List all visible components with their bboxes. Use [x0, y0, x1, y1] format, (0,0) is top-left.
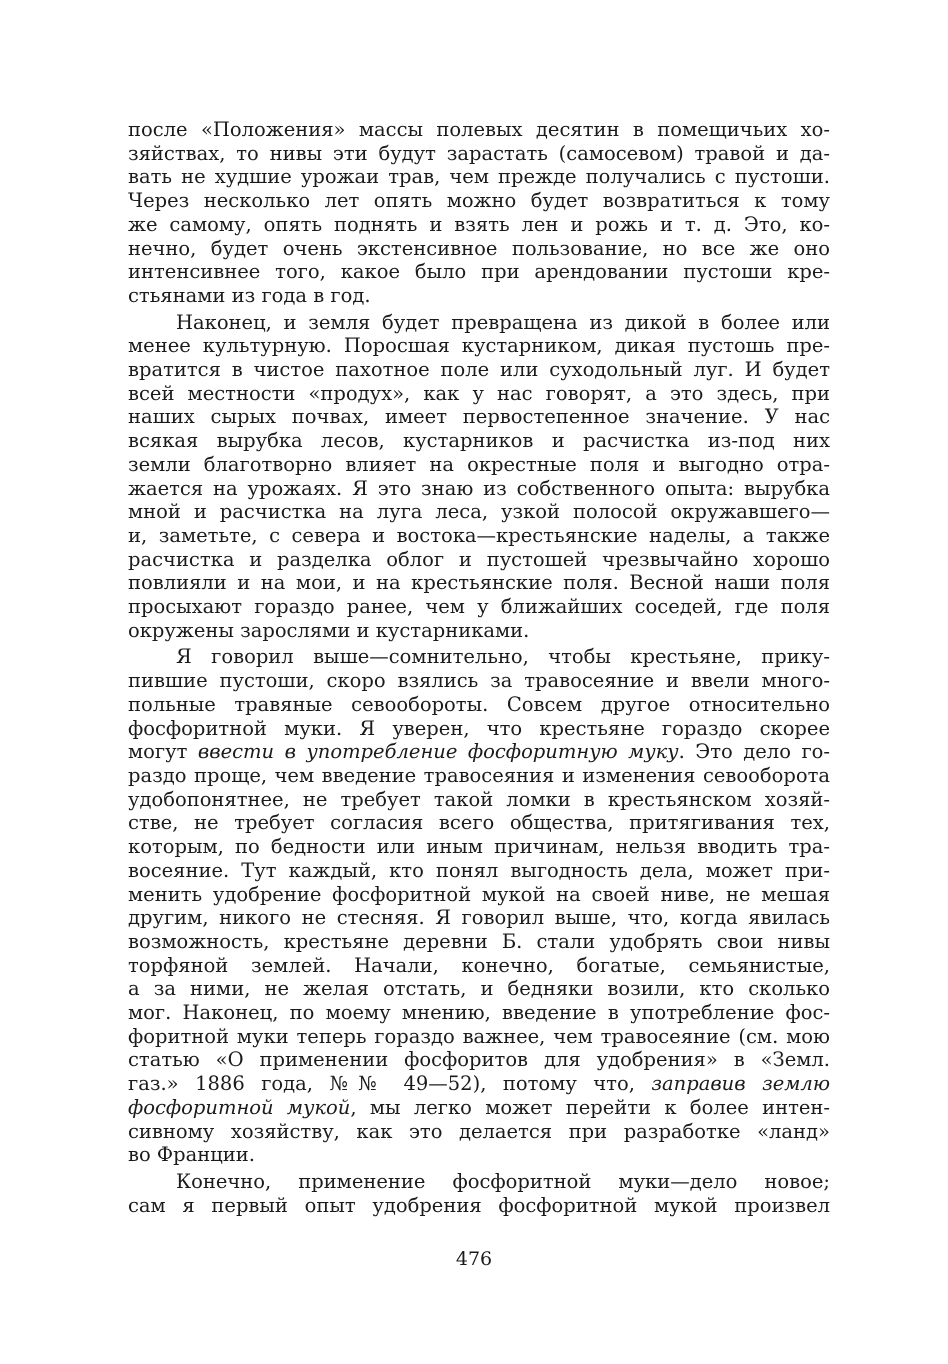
text-line: повлияли и на мои, и на крестьянские поля. Весной наши поля: [128, 571, 830, 595]
paragraph: [128, 311, 830, 643]
text-line: всей местности «продух», как у нас говорят, а это здесь, при: [128, 381, 830, 405]
text-line: расчистка и разделка облог и пустошей чрезвычайно хорошо: [128, 547, 830, 571]
text-line: сивному хозяйству, как это делается при разработке «ланд»: [128, 1119, 830, 1143]
text-line: просыхают гораздо ранее, чем у ближайших соседей, где поля: [128, 595, 830, 619]
text-line: вратится в чистое пахотное поле или суходольный луг. И будет: [128, 358, 830, 382]
text-line: жается на урожаях. Я это знаю из собственного опыта: вырубка: [128, 476, 830, 500]
text-line: торфяной землей. Начали, конечно, богатые, семьянистые,: [128, 953, 830, 977]
text-line: наших сырых почвах, имеет первостепенное значение. У нас: [128, 405, 830, 429]
italic-emphasis: фосфоритной мукой: [128, 1095, 351, 1119]
text-line: статью «О применении фосфоритов для удобрения» в «Земл.: [128, 1048, 830, 1072]
text-line: фосфоритной мукой, мы легко может перейти к более интен-: [128, 1095, 830, 1119]
text-line: вать не худшие урожаи трав, чем прежде получались с пустоши.: [128, 165, 830, 189]
text-line: всякая вырубка лесов, кустарников и расчистка из-под них: [128, 429, 830, 453]
text-line: интенсивнее того, какое было при арендовании пустоши кре-: [128, 260, 830, 284]
paragraph: [128, 1170, 830, 1217]
text-line: возможность, крестьяне деревни Б. стали удобрять свои нивы: [128, 929, 830, 953]
text-line: зяйствах, то нивы эти будут зарастать (самосевом) травой и да-: [128, 141, 830, 165]
text-line: стве, не требует согласия всего общества, притягивания тех,: [128, 811, 830, 835]
text-line: восеяние. Тут каждый, кто понял выгодность дела, может при-: [128, 858, 830, 882]
text-line: фосфоритной муки. Я уверен, что крестьяне гораздо скорее: [128, 716, 830, 740]
text-line: сам я первый опыт удобрения фосфоритной мукой произвел: [128, 1193, 830, 1217]
text-line: Наконец, и земля будет превращена из дикой в более или: [176, 310, 830, 334]
text-line: раздо проще, чем введение травосеяния и изменения севооборота: [128, 763, 830, 787]
text-line: Я говорил выше—сомнительно, чтобы крестьяне, прику-: [176, 645, 830, 669]
text-line: же самому, опять поднять и взять лен и рожь и т. д. Это, ко-: [128, 212, 830, 236]
text-line: после «Положения» массы полевых десятин в помещичьих хо-: [128, 118, 830, 141]
text-line: могут ввести в употребление фосфоритную муку. Это дело го-: [128, 740, 830, 764]
text-line: а за ними, не желая отстать, и бедняки возили, кто сколько: [128, 977, 830, 1001]
text-line: пившие пустоши, скоро взялись за травосеяние и ввели много-: [128, 669, 830, 693]
paragraph: [128, 645, 830, 1166]
text-line: стьянами из года в год.: [128, 283, 371, 307]
text-line: мог. Наконец, по моему мнению, введение в употребление фос-: [128, 1001, 830, 1025]
text-line: нечно, будет очень экстенсивное пользование, но все же оно: [128, 236, 830, 260]
text-line: Через несколько лет опять можно будет возвратиться к тому: [128, 189, 830, 213]
page-number: 476: [455, 1248, 493, 1270]
text-line: удобопонятнее, не требует такой ломки в крестьянском хозяй-: [128, 787, 830, 811]
text-line: во Франции.: [128, 1143, 255, 1167]
text-line: менить удобрение фосфоритной мукой на своей ниве, не мешая: [128, 882, 830, 906]
text-line: другим, никого не стесняя. Я говорил выше, что, когда явилась: [128, 906, 830, 930]
text-line: и, заметьте, с севера и востока—крестьянские наделы, а также: [128, 523, 830, 547]
text-line: мной и расчистка на луга леса, узкой полосой окружавшего—: [128, 500, 830, 524]
text-line: форитной муки теперь гораздо важнее, чем травосеяние (см. мою: [128, 1024, 830, 1048]
paragraph: [128, 118, 830, 308]
text-line: газ.» 1886 года, №№ 49—52), потому что, заправив землю: [128, 1072, 830, 1096]
text-line: польные травяные севообороты. Совсем другое относительно: [128, 692, 830, 716]
italic-emphasis: ввести в употребление фосфоритную муку: [197, 740, 679, 764]
page-body: [128, 118, 830, 1217]
text-line: окружены зарослями и кустарниками.: [128, 618, 530, 642]
text-line: которым, по бедности или иным причинам, нельзя вводить тра-: [128, 835, 830, 859]
text-line: менее культурную. Поросшая кустарником, дикая пустошь пре-: [128, 334, 830, 358]
text-line: земли благотворно влияет на окрестные поля и выгодно отра-: [128, 452, 830, 476]
italic-emphasis: заправив землю: [651, 1072, 830, 1096]
text-line: Конечно, применение фосфоритной муки—дело новое;: [176, 1169, 830, 1193]
